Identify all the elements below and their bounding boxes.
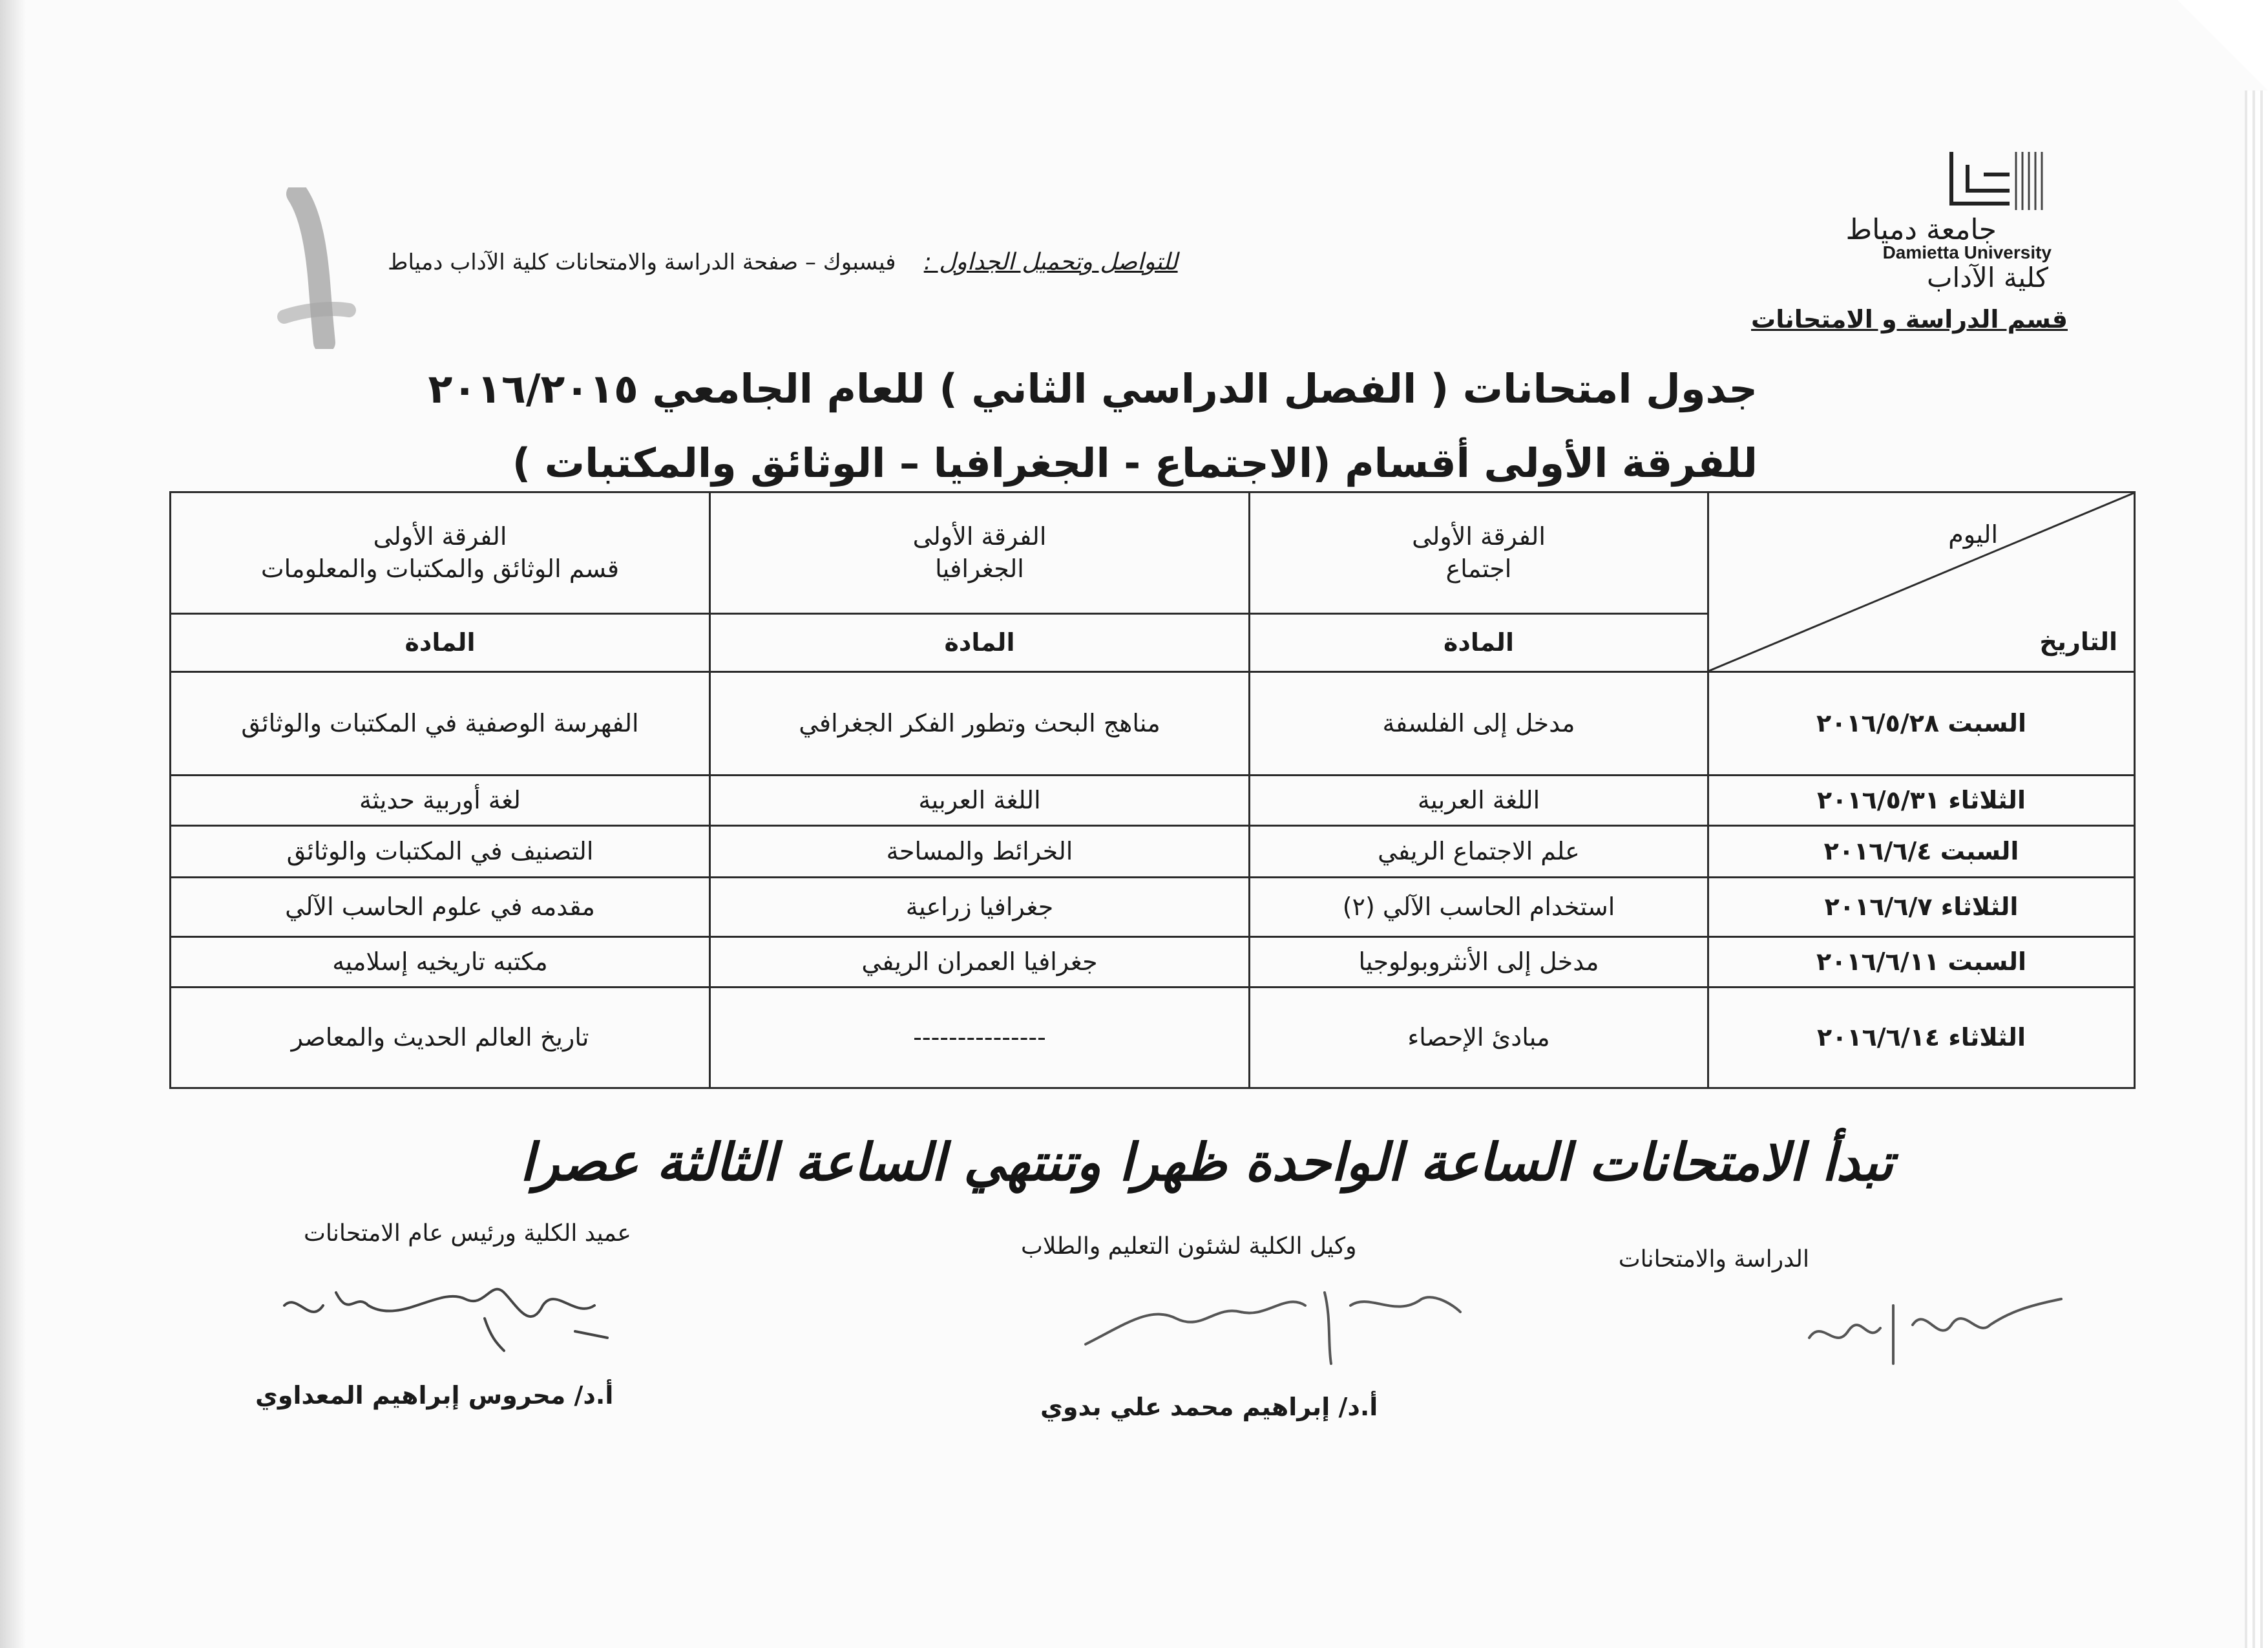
date-cell: السبت ٢٠١٦/٦/١١ (1708, 937, 2135, 988)
sociology-cell: مبادئ الإحصاء (1250, 988, 1708, 1088)
sociology-cell: اللغة العربية (1250, 776, 1708, 826)
scan-edge (0, 0, 26, 1648)
libraries-cell: تاريخ العالم الحديث والمعاصر (171, 988, 710, 1088)
column-header-line2: اجتماع (1445, 554, 1512, 583)
handwritten-signature-icon (1073, 1267, 1473, 1370)
page-corner-fold (2178, 0, 2268, 90)
geography-cell: جغرافيا العمران الريفي (710, 937, 1250, 988)
libraries-cell: مكتبه تاريخيه إسلاميه (171, 937, 710, 988)
libraries-cell: التصنيف في المكتبات والوثائق (171, 826, 710, 878)
column-header-sociology (1250, 492, 1708, 614)
table-row (171, 826, 2135, 878)
libraries-cell: الفهرسة الوصفية في المكتبات والوثائق (171, 672, 710, 776)
date-cell: الثلاثاء ٢٠١٦/٦/١٤ (1708, 988, 2135, 1088)
corner-cell (1708, 492, 2135, 672)
page-title-line-2: للفرقة الأولى أقسام (الاجتماع - الجغرافيا – الوثائق والمكتبات ) (512, 439, 1758, 487)
table-header-row (171, 492, 2135, 614)
signature-title-vice-dean: وكيل الكلية لشئون التعليم والطلاب (1021, 1233, 1357, 1260)
university-name-arabic: جامعة دمياط (1845, 213, 1997, 246)
column-header-line1: الفرقة الأولى (373, 522, 507, 551)
column-header-line2: الجغرافيا (935, 554, 1024, 583)
column-header-line1: الفرقة الأولى (912, 522, 1047, 551)
geography-cell: اللغة العربية (710, 776, 1250, 826)
geography-cell: --------------- (710, 988, 1250, 1088)
sociology-cell: علم الاجتماع الريفي (1250, 826, 1708, 878)
handwritten-signature-icon (1796, 1267, 2074, 1377)
signature-title-studies: الدراسة والامتحانات (1618, 1246, 1809, 1273)
signature-title-dean: عميد الكلية ورئيس عام الامتحانات (304, 1220, 631, 1247)
handwritten-mark-icon (271, 187, 362, 349)
university-name-english: Damietta University (1882, 242, 2052, 262)
handwritten-signature-icon (271, 1267, 633, 1364)
date-cell: السبت ٢٠١٦/٥/٢٨ (1708, 672, 2135, 776)
signature-name-dean: أ.د/ محروس إبراهيم المعداوي (255, 1381, 614, 1410)
table-row (171, 878, 2135, 937)
column-header-line1: الفرقة الأولى (1412, 522, 1546, 551)
date-cell: السبت ٢٠١٦/٦/٤ (1708, 826, 2135, 878)
subheader-subject: المادة (1250, 614, 1708, 672)
department-name: قسم الدراسة و الامتحانات (1751, 305, 2068, 333)
exam-time-banner: تبدأ الامتحانات الساعة الواحدة ظهرا وتنتهي الساعة الثالثة عصرا (520, 1132, 1893, 1192)
date-cell: الثلاثاء ٢٠١٦/٥/٣١ (1708, 776, 2135, 826)
libraries-cell: لغة أوربية حديثة (171, 776, 710, 826)
libraries-cell: مقدمه في علوم الحاسب الآلي (171, 878, 710, 937)
corner-label-date: التاريخ (2039, 627, 2117, 656)
contact-label: للتواصل وتحميل الجداول : (923, 249, 1178, 275)
table-row (171, 776, 2135, 826)
sociology-cell: مدخل إلى الفلسفة (1250, 672, 1708, 776)
column-header-line2: قسم الوثائق والمكتبات والمعلومات (260, 554, 620, 583)
exam-schedule-table (169, 491, 2136, 1089)
contact-value: فيسبوك – صفحة الدراسة والامتحانات كلية الآداب دمياط (388, 249, 896, 275)
column-header-geography (710, 492, 1250, 614)
column-header-libraries (171, 492, 710, 614)
table-row (171, 937, 2135, 988)
signature-name-vice-dean: أ.د/ إبراهيم محمد علي بدوي (1040, 1393, 1378, 1421)
page-title-line-1: جدول امتحانات ( الفصل الدراسي الثاني ) للعام الجامعي ٢٠١٦/٢٠١٥ (428, 365, 1758, 412)
scan-stripes (2245, 90, 2268, 1648)
sociology-cell: مدخل إلى الأنثروبولوجيا (1250, 937, 1708, 988)
subheader-subject: المادة (710, 614, 1250, 672)
table-row (171, 988, 2135, 1088)
contact-line (388, 249, 1178, 275)
corner-label-day: اليوم (1948, 520, 1998, 549)
sociology-cell: استخدام الحاسب الآلي (٢) (1250, 878, 1708, 937)
table-row (171, 672, 2135, 776)
geography-cell: مناهج البحث وتطور الفكر الجغرافي (710, 672, 1250, 776)
geography-cell: الخرائط والمساحة (710, 826, 1250, 878)
date-cell: الثلاثاء ٢٠١٦/٦/٧ (1708, 878, 2135, 937)
faculty-name: كلية الآداب (1927, 262, 2048, 293)
geography-cell: جغرافيا زراعية (710, 878, 1250, 937)
subheader-subject: المادة (171, 614, 710, 672)
